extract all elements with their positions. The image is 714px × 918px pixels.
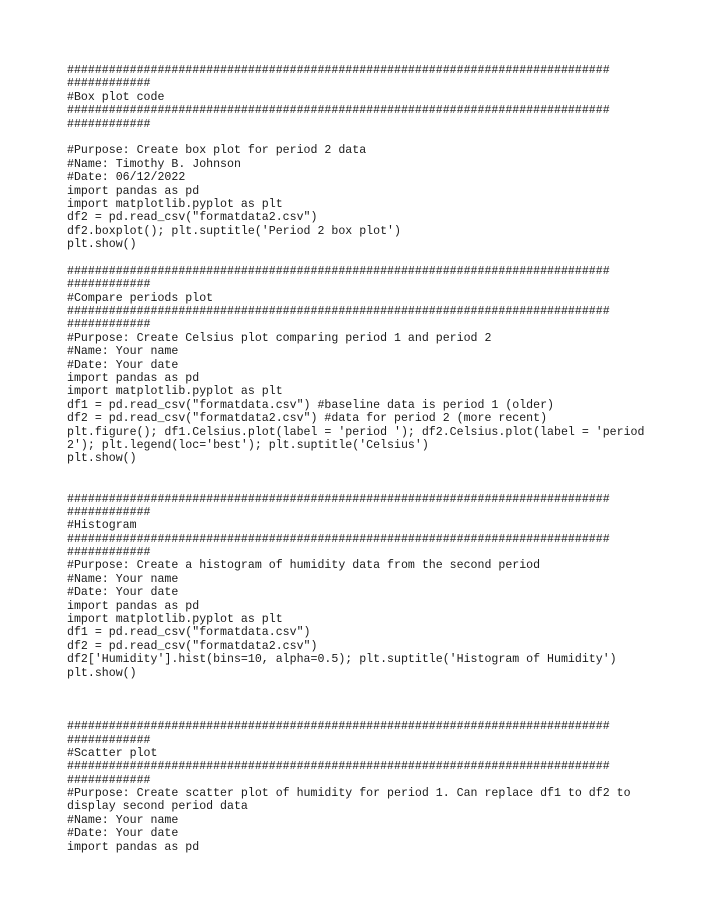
- code-line: #Purpose: Create Celsius plot comparing period 1 and period 2: [67, 331, 492, 345]
- code-line: ##############################################################################: [67, 104, 610, 118]
- blank-line: [67, 479, 667, 492]
- code-line: df2 = pd.read_csv("formatdata2.csv") #data for period 2 (more recent): [67, 412, 548, 426]
- code-line: df2['Humidity'].hist(bins=10, alpha=0.5); plt.suptitle('Histogram of Humidity'): [67, 653, 617, 667]
- code-line: ##############################################################################: [67, 64, 610, 77]
- code-line: import matplotlib.pyplot as plt: [67, 197, 283, 211]
- code-line: ##############################################################################: [67, 760, 610, 774]
- code-line: ############: [67, 117, 151, 131]
- code-line: import pandas as pd: [67, 840, 200, 854]
- code-line: ##############################################################################: [67, 264, 610, 278]
- code-line: ############: [67, 318, 151, 332]
- code-line: ##############################################################################: [67, 305, 610, 319]
- code-line: df2.boxplot(); plt.suptitle('Period 2 box plot'): [67, 224, 401, 238]
- code-line: import pandas as pd: [67, 371, 200, 385]
- code-line: #Date: Your date: [67, 586, 179, 600]
- code-line: #Date: Your date: [67, 827, 179, 841]
- code-line: plt.show(): [67, 666, 137, 680]
- code-line: import pandas as pd: [67, 184, 200, 198]
- code-line: #Date: Your date: [67, 358, 179, 372]
- code-line: #Name: Timothy B. Johnson: [67, 157, 241, 171]
- code-line: display second period data: [67, 800, 248, 814]
- code-line: import pandas as pd: [67, 599, 200, 613]
- code-line: ############: [67, 773, 151, 787]
- code-line: plt.figure(); df1.Celsius.plot(label = 'period '); df2.Celsius.plot(label = 'period: [67, 425, 645, 439]
- code-line: df1 = pd.read_csv("formatdata.csv") #baseline data is period 1 (older): [67, 398, 555, 412]
- code-line: ############: [67, 77, 151, 91]
- code-line: import matplotlib.pyplot as plt: [67, 613, 283, 627]
- code-line: plt.show(): [67, 452, 137, 466]
- code-line: #Name: Your name: [67, 572, 179, 586]
- code-line: ############: [67, 278, 151, 292]
- code-line: df2 = pd.read_csv("formatdata2.csv"): [67, 639, 318, 653]
- code-line: ############: [67, 546, 151, 560]
- code-line: ############: [67, 733, 151, 747]
- blank-line: [67, 680, 667, 693]
- blank-line: [67, 251, 667, 264]
- code-line: 2'); plt.legend(loc='best'); plt.suptitle('Celsius'): [67, 438, 429, 452]
- code-line: #Purpose: Create scatter plot of humidity for period 1. Can replace df1 to df2 to: [67, 787, 631, 801]
- blank-line: [67, 693, 667, 706]
- code-line: plt.show(): [67, 238, 137, 252]
- code-line: ##############################################################################: [67, 720, 610, 734]
- code-line: ############: [67, 505, 151, 519]
- code-line: #Name: Your name: [67, 345, 179, 359]
- section-heading: #Histogram: [67, 519, 137, 533]
- code-line: #Purpose: Create box plot for period 2 data: [67, 144, 367, 158]
- code-line: ##############################################################################: [67, 492, 610, 506]
- code-line: ##############################################################################: [67, 532, 610, 546]
- code-line: #Purpose: Create a histogram of humidity data from the second period: [67, 559, 541, 573]
- code-line: #Date: 06/12/2022: [67, 171, 186, 185]
- blank-line: [67, 707, 667, 720]
- section-heading: #Box plot code: [67, 90, 165, 104]
- blank-line: [67, 131, 667, 144]
- blank-line: [67, 466, 667, 479]
- code-line: df1 = pd.read_csv("formatdata.csv"): [67, 626, 311, 640]
- code-line: df2 = pd.read_csv("formatdata2.csv"): [67, 211, 318, 225]
- document-page: [67, 64, 667, 854]
- section-heading: #Compare periods plot: [67, 291, 214, 305]
- section-heading: #Scatter plot: [67, 746, 158, 760]
- code-line: #Name: Your name: [67, 813, 179, 827]
- code-line: import matplotlib.pyplot as plt: [67, 385, 283, 399]
